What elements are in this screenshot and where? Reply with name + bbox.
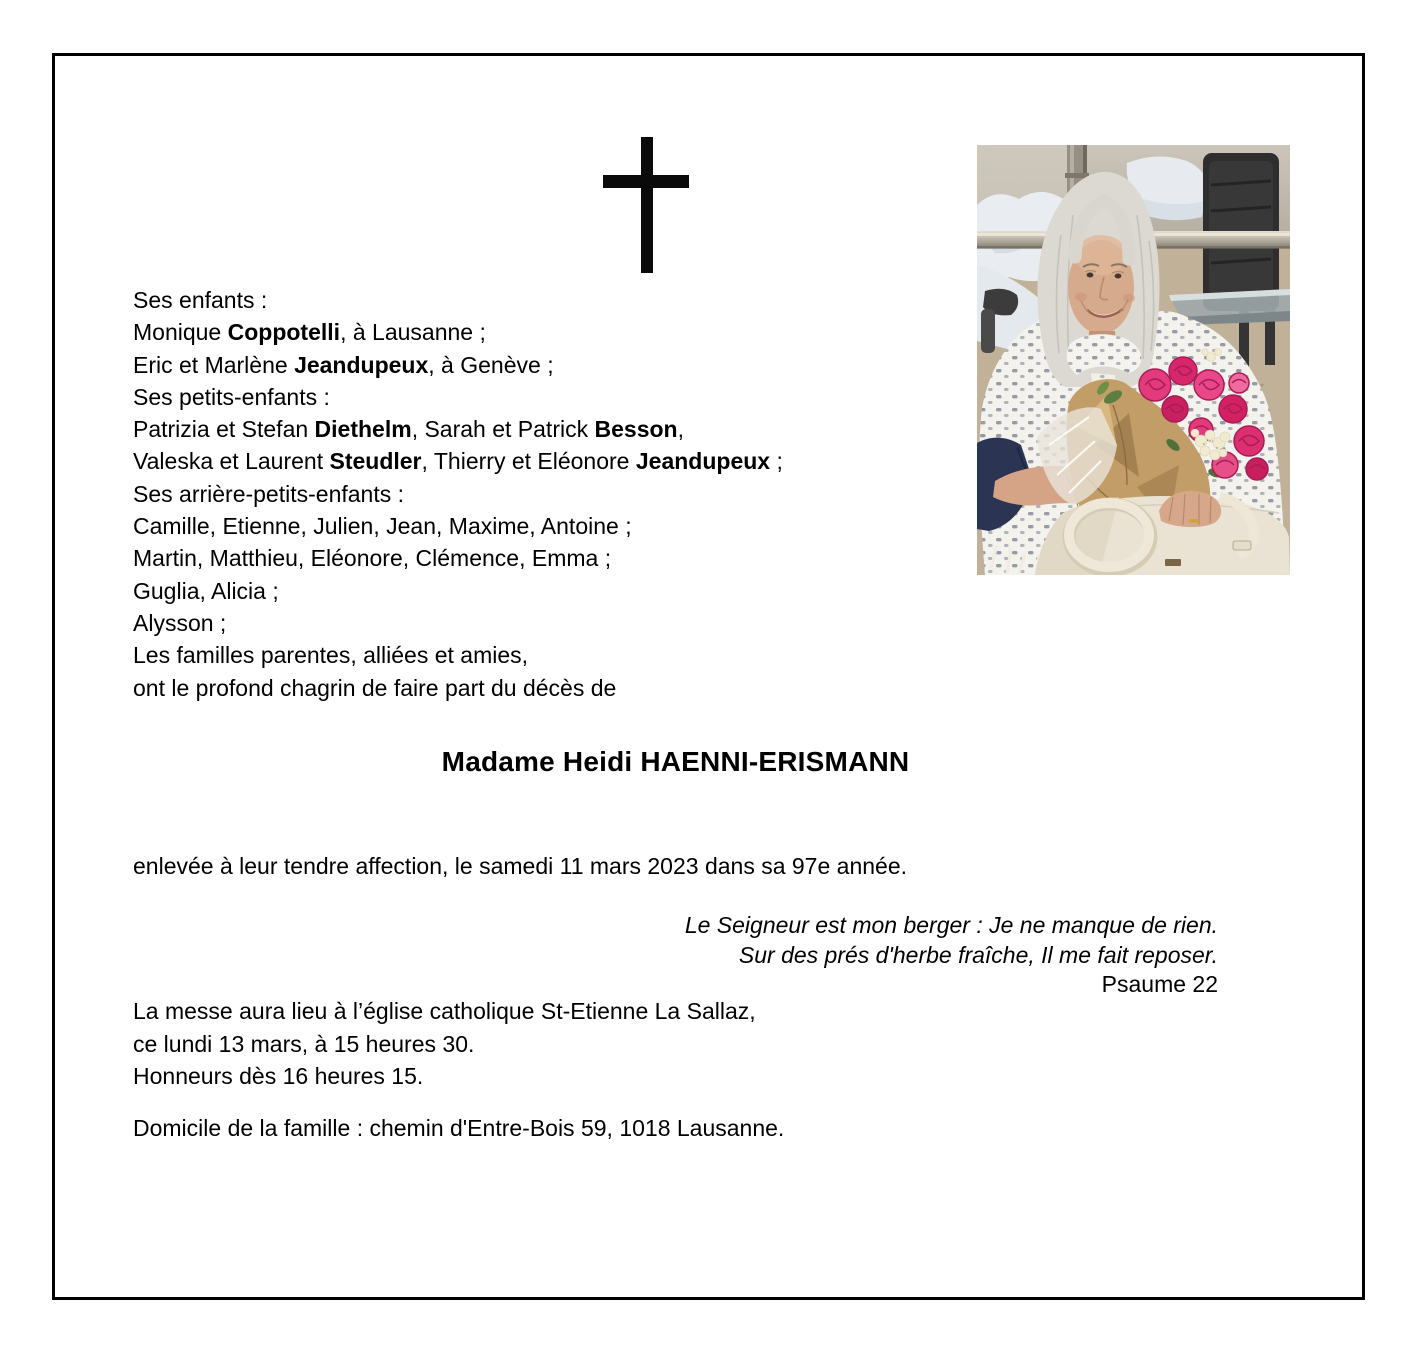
family-line	[133, 672, 783, 704]
text-run: Camille, Etienne, Julien, Jean, Maxime, Antoine ;	[133, 513, 632, 540]
family-surname-bold: Besson	[594, 416, 678, 443]
psalm-quote-line: Sur des prés d'herbe fraîche, Il me fait reposer.	[738, 941, 1218, 968]
family-surname-bold: Coppotelli	[227, 319, 341, 346]
cross-vertical-bar	[641, 137, 653, 273]
family-announcement-block	[133, 284, 783, 704]
family-surname-bold: Jeandupeux	[635, 448, 771, 475]
text-run: Patrizia et Stefan	[133, 416, 315, 443]
text-run: Valeska et Laurent	[133, 448, 330, 475]
family-line	[133, 510, 783, 542]
service-line: ce lundi 13 mars, à 15 heures 30.	[133, 1030, 475, 1057]
family-line	[133, 381, 783, 413]
family-address-line: Domicile de la famille : chemin d'Entre-Bois 59, 1018 Lausanne.	[133, 1115, 785, 1141]
text-run: ;	[770, 448, 783, 475]
family-line	[133, 478, 783, 510]
family-surname-bold: Jeandupeux	[294, 351, 429, 378]
family-line	[133, 639, 783, 671]
text-run: ont le profond chagrin de faire part du décès de	[133, 674, 617, 701]
text-run: Les familles parentes, alliées et amies,	[133, 642, 529, 669]
text-run: ,	[677, 416, 684, 443]
service-line: Honneurs dès 16 heures 15.	[133, 1063, 424, 1089]
portrait-photo	[977, 145, 1290, 575]
service-details-block	[133, 995, 756, 1093]
family-line	[133, 445, 783, 477]
text-run: , Sarah et Patrick	[411, 416, 595, 443]
family-line	[133, 607, 783, 639]
family-surname-bold: Diethelm	[314, 416, 412, 443]
portrait-photo-illustration	[977, 145, 1290, 575]
text-run: , à Genève ;	[428, 351, 554, 378]
text-run: Ses petits-enfants :	[133, 383, 330, 410]
text-run: Monique	[133, 319, 228, 346]
family-line	[133, 349, 783, 381]
psalm-attribution: Psaume 22	[1101, 971, 1218, 997]
text-run: Ses arrière-petits-enfants :	[133, 480, 405, 507]
text-run: Guglia, Alicia ;	[133, 577, 279, 604]
text-run: Eric et Marlène	[133, 351, 295, 378]
psalm-quote-block	[133, 911, 1218, 1000]
text-run: , Thierry et Eléonore	[421, 448, 636, 475]
family-line	[133, 316, 783, 348]
family-surname-bold: Steudler	[329, 448, 422, 475]
cross-horizontal-bar	[603, 175, 689, 188]
service-line: La messe aura lieu à l’église catholique St-Etienne La Sallaz,	[133, 998, 756, 1024]
family-line	[133, 284, 783, 316]
text-run: , à Lausanne ;	[340, 319, 486, 346]
family-line	[133, 575, 783, 607]
death-announcement-line: enlevée à leur tendre affection, le samedi 11 mars 2023 dans sa 97e année.	[133, 853, 908, 879]
text-run: Ses enfants :	[133, 287, 268, 313]
psalm-quote-line: Le Seigneur est mon berger : Je ne manque de rien.	[684, 912, 1218, 938]
family-line	[133, 413, 783, 445]
latin-cross-icon	[603, 137, 689, 273]
text-run: Alysson ;	[133, 609, 227, 636]
family-line	[133, 542, 783, 574]
text-run: Martin, Matthieu, Eléonore, Clémence, Emma ;	[133, 545, 612, 572]
deceased-name-title: Madame Heidi HAENNI-ERISMANN	[441, 746, 910, 777]
